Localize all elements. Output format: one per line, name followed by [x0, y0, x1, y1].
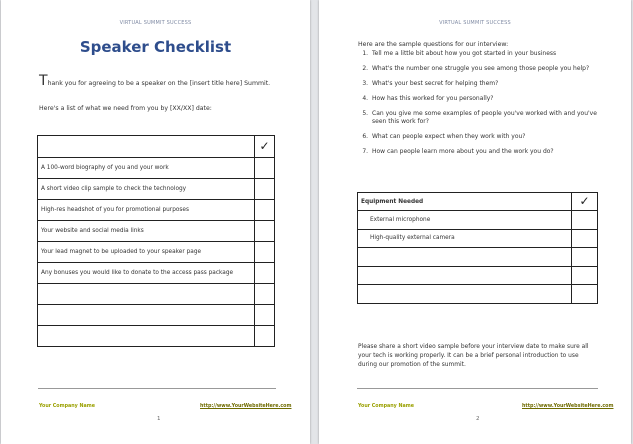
checklist-checkbox[interactable] [255, 326, 275, 347]
question-item: 7. How can people learn more about you and the work you do? [370, 148, 610, 157]
drop-cap: T [39, 73, 48, 89]
checkmark-icon: ✓ [579, 194, 590, 208]
question-item: 1. Tell me a little bit about how you got started in your business [370, 50, 610, 59]
equipment-table [357, 192, 598, 304]
checklist-checkbox[interactable] [255, 200, 275, 221]
checklist-item-text [38, 305, 255, 326]
equipment-checkbox[interactable] [572, 285, 598, 304]
footer-company-name: Your Company Name [39, 404, 95, 409]
page-number: 1 [157, 416, 161, 422]
checklist-checkbox[interactable] [255, 263, 275, 284]
checklist-item-text: Any bonuses you would like to donate to the access pass package [38, 263, 255, 284]
equipment-row [358, 248, 598, 267]
footer-website-link[interactable]: http://www.YourWebsiteHere.com [200, 404, 292, 409]
checklist-item-text: High-res headshot of you for promotional purposes [38, 200, 255, 221]
checklist-check-header [255, 136, 275, 158]
checklist-checkbox[interactable] [255, 284, 275, 305]
equipment-item-text [358, 248, 572, 267]
intro-paragraph [39, 73, 284, 89]
list-intro-text: Here's a list of what we need from you by [XX/XX] date: [39, 105, 212, 112]
footer-website-link[interactable]: http://www.YourWebsiteHere.com [522, 404, 614, 409]
checklist-checkbox[interactable] [255, 221, 275, 242]
checklist-row [38, 242, 275, 263]
equipment-header-cell: Equipment Needed [358, 193, 572, 211]
checklist-header-row [38, 136, 275, 158]
checklist-item-text [38, 284, 255, 305]
questions-list [358, 50, 610, 163]
equipment-row [358, 266, 598, 285]
intro-text: hank you for agreeing to be a speaker on the [insert title here] Summit. [47, 80, 271, 87]
checklist-checkbox[interactable] [255, 179, 275, 200]
checklist-row [38, 221, 275, 242]
equipment-item-text [358, 266, 572, 285]
question-item: 6. What can people expect when they work with you? [370, 133, 610, 142]
checklist-row [38, 263, 275, 284]
equipment-item-text: External microphone [358, 211, 572, 230]
checklist-checkbox[interactable] [255, 158, 275, 179]
page-number: 2 [476, 416, 480, 422]
equipment-header-row [358, 193, 598, 211]
page-header-label: VIRTUAL SUMMIT SUCCESS [119, 20, 192, 26]
equipment-checkbox[interactable] [572, 248, 598, 267]
checkmark-icon: ✓ [259, 139, 270, 153]
checklist-item-text: A 100-word biography of you and your work [38, 158, 255, 179]
checklist-row [38, 179, 275, 200]
page-header-label: VIRTUAL SUMMIT SUCCESS [439, 20, 511, 26]
equipment-item-text: High-quality external camera [358, 229, 572, 248]
equipment-row [358, 211, 598, 230]
equipment-item-text [358, 285, 572, 304]
footer-rule [38, 388, 276, 389]
equipment-checkbox[interactable] [572, 229, 598, 248]
checklist-header-cell [38, 136, 255, 158]
checklist-row [38, 326, 275, 347]
equipment-row [358, 285, 598, 304]
checklist-row [38, 158, 275, 179]
equipment-checkbox[interactable] [572, 266, 598, 285]
equipment-check-header [572, 193, 598, 211]
question-item: 3. What's your best secret for helping them? [370, 80, 610, 89]
equipment-row [358, 229, 598, 248]
equipment-checkbox[interactable] [572, 211, 598, 230]
checklist-item-text: Your website and social media links [38, 221, 255, 242]
checklist-row [38, 200, 275, 221]
checklist-checkbox[interactable] [255, 305, 275, 326]
checklist-checkbox[interactable] [255, 242, 275, 263]
question-item: 4. How has this worked for you personally? [370, 95, 610, 104]
speaker-checklist-table [37, 135, 275, 347]
checklist-row [38, 284, 275, 305]
question-item: 2. What's the number one struggle you see among those people you help? [370, 65, 610, 74]
footer-company-name: Your Company Name [358, 404, 414, 409]
page-title: Speaker Checklist [79, 38, 232, 56]
closing-paragraph: Please share a short video sample before your interview date to make sure all your tech is working properly. It can be a brief personal introduction to use during our promotion of the summit. [358, 344, 589, 368]
checklist-row [38, 305, 275, 326]
questions-intro-text: Here are the sample questions for our interview: [358, 41, 509, 48]
question-item: 5. Can you give me some examples of people you've worked with and you've seen this work for? [370, 110, 610, 127]
footer-rule [357, 388, 598, 389]
checklist-item-text [38, 326, 255, 347]
checklist-item-text: Your lead magnet to be uploaded to your speaker page [38, 242, 255, 263]
checklist-item-text: A short video clip sample to check the technology [38, 179, 255, 200]
